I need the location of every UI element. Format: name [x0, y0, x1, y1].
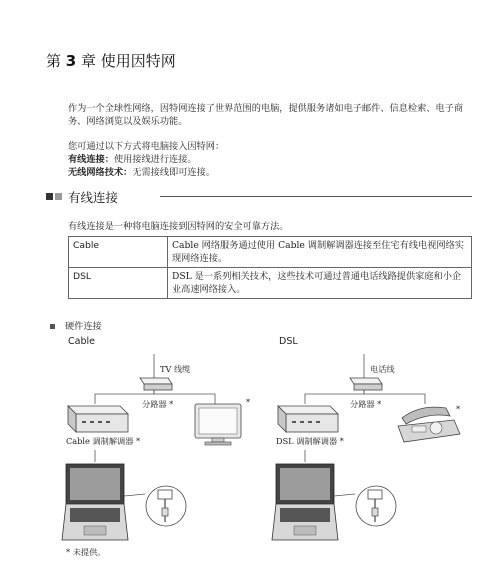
tv-monitor-icon — [195, 404, 241, 445]
intro-paragraph: 作为一个全球性网络，因特网连接了世界范围的电脑，提供服务诸如电子邮件、信息检索、电子商务、网络浏览以及娱乐功能。 — [68, 103, 464, 127]
chapter-suffix: 章 使用因特网 — [81, 52, 176, 70]
section-title: 有线连接 — [68, 190, 119, 205]
dsl-connector-detail-icon — [334, 486, 396, 526]
ways-lead: 您可通过以下方式将电脑接入因特网： — [68, 141, 225, 152]
table-desc-cell: DSL 是一系列相关技术，这些技术可通过普通电话线路提供家庭和小企业高速网络接入。 — [168, 268, 472, 299]
chapter-number: 3 — [65, 52, 77, 70]
cable-star-label: * — [246, 397, 251, 407]
dsl-modem-icon — [278, 406, 338, 432]
section-intro: 有线连接是一种将电脑连接到因特网的安全可靠方法。 — [68, 221, 289, 232]
footnote: * 未提供。 — [66, 547, 106, 557]
wired-label: 有线连接： — [68, 154, 114, 165]
cable-heading: Cable — [68, 336, 95, 347]
cable-modem-label: Cable 调制解调器 * — [66, 436, 141, 446]
dsl-splitter-label: 分路器 * — [350, 399, 382, 409]
wireless-text: 无需接线即可连接。 — [132, 167, 215, 178]
cable-laptop-icon — [62, 464, 128, 540]
tv-line-label: TV 线缆 — [160, 364, 191, 374]
dsl-heading: DSL — [279, 336, 298, 347]
cable-modem-icon — [68, 406, 128, 432]
telephone-icon — [398, 407, 460, 442]
dsl-star-label: * — [456, 404, 461, 414]
cable-connector-detail-icon — [124, 486, 186, 526]
chapter-prefix: 第 — [46, 52, 62, 70]
table-key-cell: DSL — [69, 268, 168, 299]
table-desc-cell: Cable 网络服务通过使用 Cable 调制解调器连接至住宅有线电视网络实现网络连接。 — [168, 237, 472, 268]
hardware-title: 硬件连接 — [65, 321, 102, 332]
cable-splitter-icon — [140, 378, 172, 390]
cable-splitter-label: 分路器 * — [142, 399, 174, 409]
wired-text: 使用接线进行连接。 — [113, 154, 197, 165]
table-key-cell: Cable — [69, 237, 168, 268]
phone-line-label: 电话线 — [370, 364, 395, 374]
dsl-splitter-icon — [350, 378, 382, 390]
wireless-label: 无线网络技术： — [68, 167, 133, 178]
dsl-laptop-icon — [272, 464, 338, 540]
dsl-modem-label: DSL 调制解调器 * — [276, 436, 344, 446]
